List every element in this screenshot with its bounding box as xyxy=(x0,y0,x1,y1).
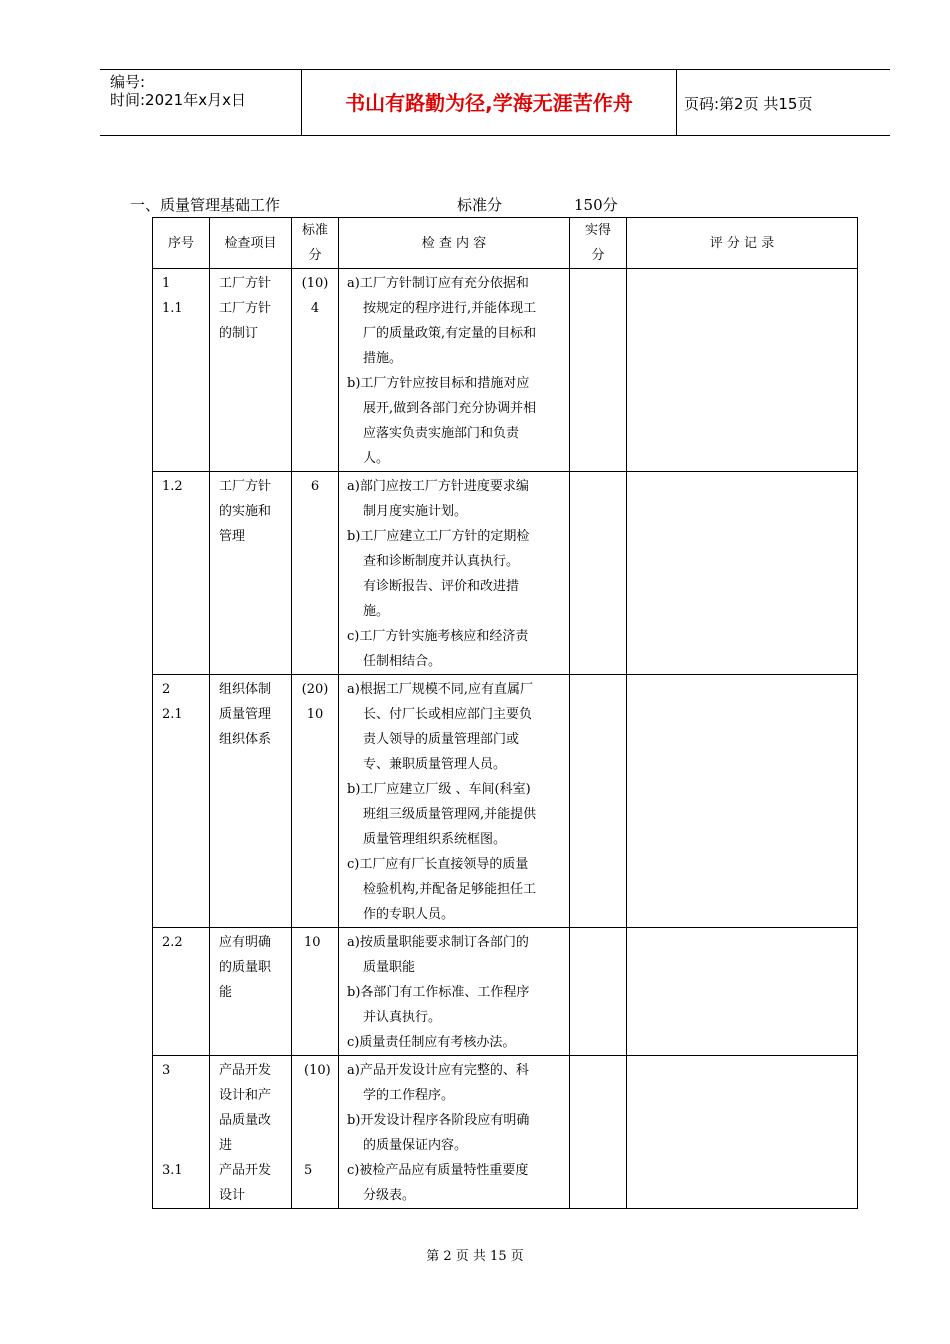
cell-seq: 2.2 xyxy=(153,928,210,1056)
table-row xyxy=(153,1056,858,1209)
cell-actual xyxy=(570,675,627,928)
cell-content: a)部门应按工厂方针进度要求编 制月度实施计划。 b)工厂应建立工厂方针的定期检 查和诊断制度并认真执行。 有诊断报告、评价和改进措 施。 c)工厂方针实施考核应和经济责 任制相结合。 xyxy=(339,472,570,675)
cell-actual xyxy=(570,1056,627,1209)
cell-item: 应有明确 的质量职 能 xyxy=(210,928,292,1056)
col-header-item: 检查项目 xyxy=(210,218,292,269)
cell-item: 组织体制 质量管理 组织体系 xyxy=(210,675,292,928)
cell-record xyxy=(627,928,858,1056)
cell-standard: (10) 5 xyxy=(292,1056,339,1209)
cell-standard: 10 xyxy=(292,928,339,1056)
time-label: 时间:2021年x月x日 xyxy=(110,91,246,109)
col-header-standard: 标准 分 xyxy=(292,218,339,269)
cell-item: 工厂方针 工厂方针 的制订 xyxy=(210,269,292,472)
cell-standard: (10) 4 xyxy=(292,269,339,472)
page-indicator: 页码:第2页 共15页 xyxy=(684,95,813,113)
cell-seq: 1.2 xyxy=(153,472,210,675)
cell-record xyxy=(627,472,858,675)
cell-content: a)产品开发设计应有完整的、科 学的工作程序。 b)开发设计程序各阶段应有明确 的质量保证内容。 c)被检产品应有质量特性重要度 分级表。 xyxy=(339,1056,570,1209)
table-row xyxy=(153,675,858,928)
header-top-rule xyxy=(100,69,890,70)
standard-score-value: 150分 xyxy=(574,196,618,214)
header-divider-right xyxy=(676,69,677,136)
col-header-record: 评 分 记 录 xyxy=(627,218,858,269)
cell-seq: 1 1.1 xyxy=(153,269,210,472)
col-header-content: 检 查 内 容 xyxy=(339,218,570,269)
header-bottom-rule xyxy=(100,135,890,136)
cell-standard: 6 xyxy=(292,472,339,675)
standard-score-label: 标准分 xyxy=(457,196,503,214)
table-header-row xyxy=(153,218,858,269)
cell-item: 产品开发 设计和产 品质量改 进 产品开发 设计 xyxy=(210,1056,292,1209)
cell-seq: 2 2.1 xyxy=(153,675,210,928)
motto-banner: 书山有路勤为径,学海无涯苦作舟 xyxy=(345,91,633,115)
cell-actual xyxy=(570,928,627,1056)
cell-item: 工厂方针 的实施和 管理 xyxy=(210,472,292,675)
cell-actual xyxy=(570,472,627,675)
inspection-table xyxy=(152,217,858,1209)
page-footer: 第 2 页 共 15 页 xyxy=(426,1249,524,1264)
cell-seq: 3 3.1 xyxy=(153,1056,210,1209)
col-header-actual: 实得 分 xyxy=(570,218,627,269)
table-row xyxy=(153,928,858,1056)
cell-content: a)根据工厂规模不同,应有直属厂 长、付厂长或相应部门主要负 责人领导的质量管理部门或 专、兼职质量管理人员。 b)工厂应建立厂级 、车间(科室) 班组三级质量管理网,并能提供 质量管理组织系统框图。 c)工厂应有厂长直接领导的质量 检验机构,并配备足够能担任工 作的专职人员。 xyxy=(339,675,570,928)
doc-number-label: 编号: xyxy=(110,73,146,91)
cell-record xyxy=(627,269,858,472)
cell-record xyxy=(627,675,858,928)
cell-content: a)工厂方针制订应有充分依据和 按规定的程序进行,并能体现工 厂的质量政策,有定量的目标和 措施。 b)工厂方针应按目标和措施对应 展开,做到各部门充分协调并相 应落实负责实施部门和负责 人。 xyxy=(339,269,570,472)
table-row xyxy=(153,472,858,675)
cell-record xyxy=(627,1056,858,1209)
col-header-seq: 序号 xyxy=(153,218,210,269)
cell-standard: (20) 10 xyxy=(292,675,339,928)
cell-content: a)按质量职能要求制订各部门的 质量职能 b)各部门有工作标准、工作程序 并认真执行。 c)质量责任制应有考核办法。 xyxy=(339,928,570,1056)
table-row xyxy=(153,269,858,472)
section-title: 一、质量管理基础工作 xyxy=(130,196,281,214)
cell-actual xyxy=(570,269,627,472)
